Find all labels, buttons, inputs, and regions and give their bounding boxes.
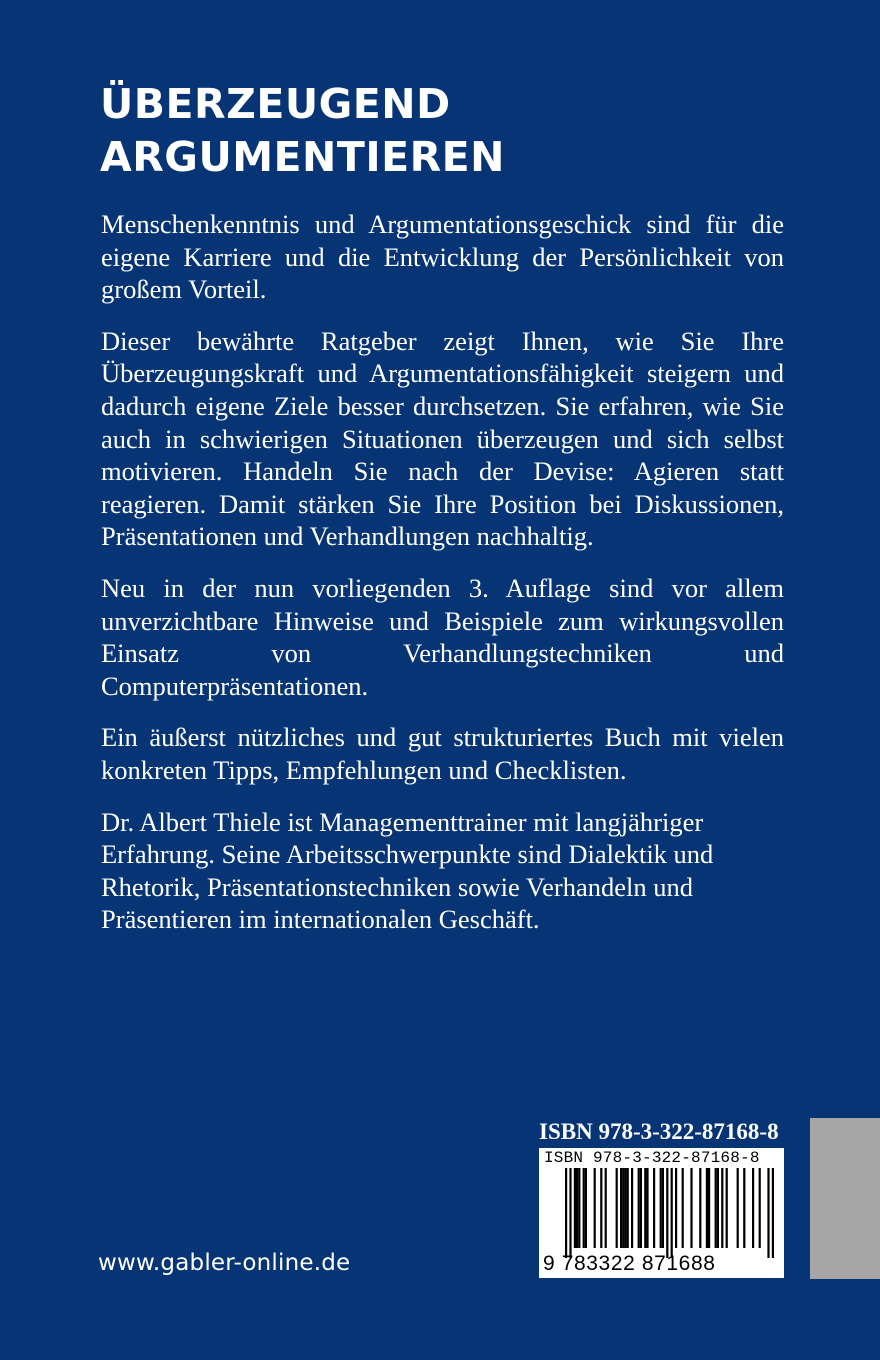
barcode-bar	[662, 1168, 664, 1248]
barcode-bar	[605, 1168, 607, 1248]
barcode-bar	[682, 1168, 684, 1248]
barcode-bar	[699, 1168, 701, 1248]
barcode-bar	[717, 1168, 719, 1248]
barcode-bar	[631, 1168, 633, 1248]
barcode-bar	[690, 1168, 692, 1248]
barcode-bar	[622, 1168, 624, 1248]
barcode-bar	[752, 1168, 754, 1248]
barcode-bar	[772, 1168, 774, 1258]
barcode-bar	[646, 1168, 648, 1248]
barcode-bar	[616, 1168, 618, 1248]
barcode-bar	[565, 1168, 567, 1258]
barcode-bar	[653, 1168, 655, 1248]
blurb	[101, 208, 784, 955]
barcode-bar	[585, 1168, 587, 1248]
barcode-bar	[578, 1168, 580, 1248]
barcode-bar	[671, 1168, 673, 1258]
barcode-bar	[624, 1168, 626, 1248]
barcode-bar	[627, 1168, 629, 1248]
title-line-1: ÜBERZEUGEND	[100, 80, 451, 128]
author-bio: Dr. Albert Thiele ist Managementtrainer mit langjähriger Erfahrung. Seine Arbeitsschwerpunkte sind Dialektik und Rhetorik, Präsentationstechniken sowie Verhandeln und Präsentieren im internationalen Geschäft.	[101, 806, 714, 935]
barcode-bar	[675, 1168, 677, 1248]
grey-block	[810, 1118, 880, 1279]
barcode-bar	[640, 1168, 642, 1248]
isbn-label: ISBN 978-3-322-87168-8	[539, 1119, 779, 1144]
barcode-bar	[759, 1168, 761, 1248]
barcode-bar	[767, 1168, 769, 1258]
barcode-bar	[721, 1168, 723, 1248]
barcode-bar	[666, 1168, 668, 1258]
blurb-paragraph-3: Neu in der nun vorliegenden 3. Auflage sind vor allem unverzichtbare Hinweise und Beispiele zum wirkungsvollen Einsatz von Verhandlungstechniken und Computerpräsentationen.	[101, 572, 784, 701]
title-line-2: ARGUMENTIEREN	[100, 133, 505, 181]
barcode-bar	[576, 1168, 578, 1248]
barcode-bar	[743, 1168, 745, 1248]
blurb-paragraph-2: Dieser bewährte Ratgeber zeigt Ihnen, wie Sie Ihre Überzeugungskraft und Argumentationsfähigkeit steigern und dadurch eigene Ziele besser durchsetzen. Sie erfahren, wie Sie auch in schwierigen Situationen überzeugen und sich selbst motivieren. Handeln Sie nach der Devise: Agieren statt reagieren. Damit stärken Sie Ihre Position bei Diskussionen, Präsentationen und Verhandlungen nachhaltig.	[101, 325, 784, 552]
barcode-bar	[600, 1168, 602, 1248]
barcode-bar	[620, 1168, 622, 1248]
barcode-digits: 9 783322 871688	[543, 1252, 716, 1275]
book-title	[100, 78, 505, 184]
blurb-paragraph-4: Ein äußerst nützliches und gut strukturiertes Buch mit vielen konkreten Tipps, Empfehlungen und Checklisten.	[101, 722, 784, 785]
blurb-paragraph-1: Menschenkenntnis und Argumentationsgeschick sind für die eigene Karriere und die Entwicklung der Persönlichkeit von großem Vorteil.	[101, 209, 784, 305]
barcode-bar	[706, 1168, 708, 1248]
barcode-bar	[583, 1168, 585, 1248]
barcode-bar	[594, 1168, 596, 1248]
barcode-isbn-text: ISBN 978-3-322-87168-8	[544, 1149, 760, 1167]
barcode-bar	[708, 1168, 710, 1248]
barcode-bar	[638, 1168, 640, 1248]
barcode-bar	[574, 1168, 576, 1248]
barcode-bar	[660, 1168, 662, 1248]
barcode-bar	[715, 1168, 717, 1248]
barcode-bar	[726, 1168, 728, 1248]
barcode-bar	[737, 1168, 739, 1248]
barcode	[539, 1148, 784, 1278]
barcode-bar	[644, 1168, 646, 1248]
publisher-url: www.gabler-online.de	[98, 1250, 351, 1276]
barcode-bar	[569, 1168, 571, 1258]
